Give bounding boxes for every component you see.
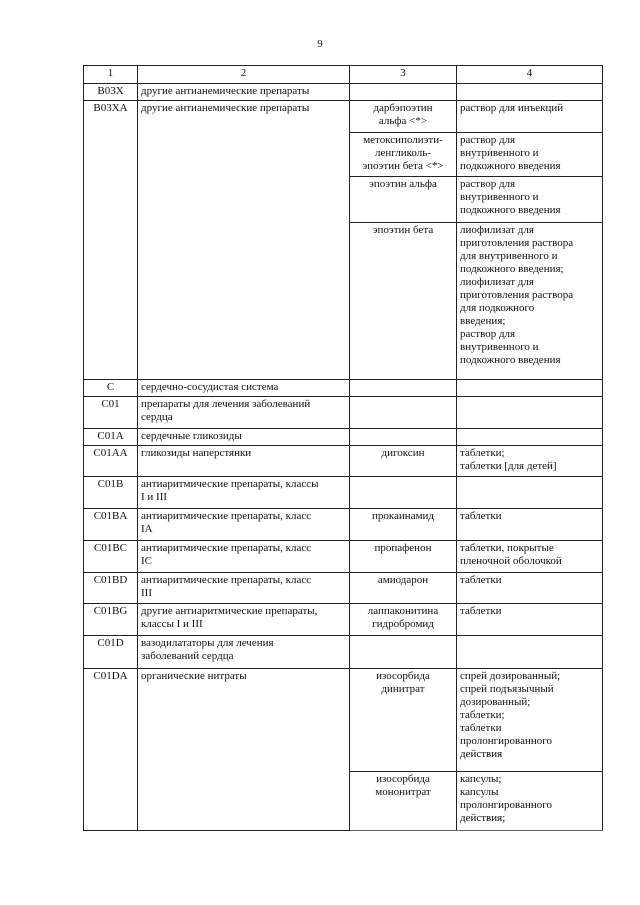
header-cell: 1 xyxy=(84,66,138,84)
drug-name-cell: изосорбида мононитрат xyxy=(350,772,457,831)
drug-name-cell xyxy=(350,397,457,429)
group-name-cell: препараты для лечения заболеваний сердца xyxy=(138,397,350,429)
table-row xyxy=(84,101,603,133)
table-row xyxy=(84,636,603,669)
drug-name-cell: эпоэтин альфа xyxy=(350,177,457,223)
drug-name-cell: амиодарон xyxy=(350,573,457,604)
table-row xyxy=(84,604,603,636)
dosage-form-cell: таблетки, покрытые пленочной оболочкой xyxy=(457,541,603,573)
header-cell: 2 xyxy=(138,66,350,84)
dosage-form-cell xyxy=(457,636,603,669)
drug-name-cell: лаппаконитина гидробромид xyxy=(350,604,457,636)
atc-code-cell: C01A xyxy=(84,429,138,446)
group-name-cell: сердечно-сосудистая система xyxy=(138,380,350,397)
atc-code-cell: B03X xyxy=(84,84,138,101)
dosage-form-cell xyxy=(457,397,603,429)
group-name-cell: другие антианемические препараты xyxy=(138,101,350,380)
drug-name-cell: эпоэтин бета xyxy=(350,223,457,380)
dosage-form-cell: таблетки xyxy=(457,573,603,604)
page-number: 9 xyxy=(317,38,323,50)
drug-name-cell xyxy=(350,477,457,509)
group-name-cell: антиаритмические препараты, класс IC xyxy=(138,541,350,573)
atc-code-cell: B03XA xyxy=(84,101,138,380)
group-name-cell: антиаритмические препараты, классы I и III xyxy=(138,477,350,509)
drug-name-cell xyxy=(350,636,457,669)
atc-code-cell: C01AA xyxy=(84,446,138,477)
group-name-cell: другие антианемические препараты xyxy=(138,84,350,101)
dosage-form-cell: раствор для внутривенного и подкожного введения xyxy=(457,177,603,223)
drug-name-cell xyxy=(350,380,457,397)
table-row xyxy=(84,429,603,446)
header-cell: 4 xyxy=(457,66,603,84)
group-name-cell: антиаритмические препараты, класс III xyxy=(138,573,350,604)
atc-code-cell: C xyxy=(84,380,138,397)
dosage-form-cell xyxy=(457,429,603,446)
dosage-form-cell xyxy=(457,477,603,509)
dosage-form-cell: лиофилизат для приготовления раствора для внутривенного и подкожного введения; лиофилизат для приготовления раствора для подкожного введения; раствор для внутривенного и подкожного введения xyxy=(457,223,603,380)
dosage-form-cell: таблетки xyxy=(457,604,603,636)
table-row xyxy=(84,573,603,604)
table-row xyxy=(84,446,603,477)
dosage-form-cell xyxy=(457,380,603,397)
drug-name-cell: метоксиполиэти- ленгликоль- эпоэтин бета <*> xyxy=(350,133,457,177)
table-row xyxy=(84,477,603,509)
atc-code-cell: C01BG xyxy=(84,604,138,636)
drug-table xyxy=(83,65,603,831)
table-row xyxy=(84,669,603,772)
atc-code-cell: C01BD xyxy=(84,573,138,604)
dosage-form-cell: таблетки; таблетки [для детей] xyxy=(457,446,603,477)
table-row xyxy=(84,509,603,541)
atc-code-cell: C01B xyxy=(84,477,138,509)
table-row xyxy=(84,84,603,101)
group-name-cell: другие антиаритмические препараты, классы I и III xyxy=(138,604,350,636)
dosage-form-cell: спрей дозированный; спрей подъязычный дозированный; таблетки; таблетки пролонгированного действия xyxy=(457,669,603,772)
drug-name-cell: дигоксин xyxy=(350,446,457,477)
dosage-form-cell: раствор для внутривенного и подкожного введения xyxy=(457,133,603,177)
group-name-cell: антиаритмические препараты, класс IA xyxy=(138,509,350,541)
dosage-form-cell: раствор для инъекций xyxy=(457,101,603,133)
header-cell: 3 xyxy=(350,66,457,84)
group-name-cell: вазодилататоры для лечения заболеваний сердца xyxy=(138,636,350,669)
table-row xyxy=(84,541,603,573)
table-row xyxy=(84,380,603,397)
drug-name-cell: дарбэпоэтин альфа <*> xyxy=(350,101,457,133)
drug-name-cell xyxy=(350,429,457,446)
drug-name-cell xyxy=(350,84,457,101)
atc-code-cell: C01BC xyxy=(84,541,138,573)
atc-code-cell: C01DA xyxy=(84,669,138,831)
dosage-form-cell: таблетки xyxy=(457,509,603,541)
atc-code-cell: C01BA xyxy=(84,509,138,541)
group-name-cell: гликозиды наперстянки xyxy=(138,446,350,477)
atc-code-cell: C01D xyxy=(84,636,138,669)
group-name-cell: сердечные гликозиды xyxy=(138,429,350,446)
drug-name-cell: пропафенон xyxy=(350,541,457,573)
atc-code-cell: C01 xyxy=(84,397,138,429)
dosage-form-cell: капсулы; капсулы пролонгированного действия; xyxy=(457,772,603,831)
drug-name-cell: изосорбида динитрат xyxy=(350,669,457,772)
dosage-form-cell xyxy=(457,84,603,101)
table-row xyxy=(84,397,603,429)
drug-name-cell: прокаинамид xyxy=(350,509,457,541)
group-name-cell: органические нитраты xyxy=(138,669,350,831)
table-header-row xyxy=(84,66,603,84)
